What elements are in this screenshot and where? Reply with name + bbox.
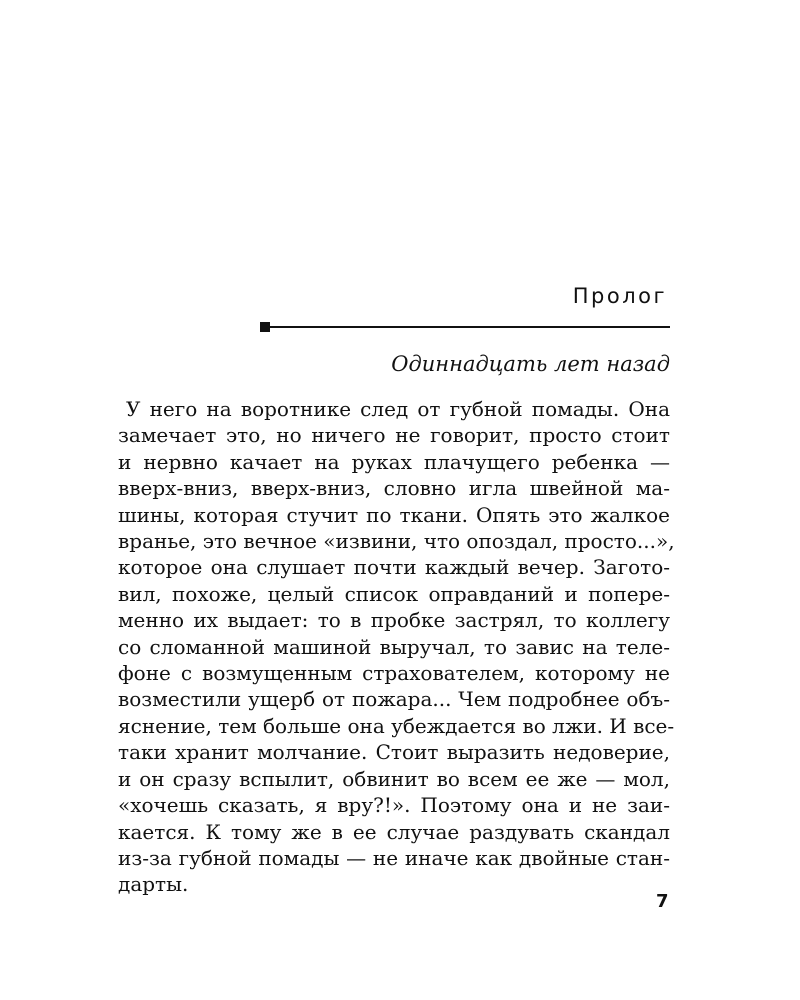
chapter-title: Пролог: [572, 284, 667, 308]
rule-line: [270, 326, 670, 328]
text-line: со сломанной машиной выручал, то завис на теле-: [118, 634, 670, 659]
text-line: У него на воротнике след от губной помады. Она: [126, 397, 670, 421]
text-line: и он сразу вспылит, обвинит во всем ее же — мол,: [118, 766, 670, 791]
text-line: «хочешь сказать, я вру?!». Поэтому она и не заи-: [118, 793, 670, 818]
text-line: которое она слушает почти каждый вечер. Загото-: [118, 555, 670, 580]
text-line: дарты.: [118, 872, 189, 897]
text-line: возместили ущерб от пожара... Чем подробнее объ-: [118, 687, 670, 712]
text-line: замечает это, но ничего не говорит, просто стоит: [118, 423, 670, 448]
rule-square-ornament: [260, 322, 270, 332]
text-line: шины, которая стучит по ткани. Опять это жалкое: [118, 502, 670, 527]
text-line: вверх-вниз, вверх-вниз, словно игла швейной ма-: [118, 476, 670, 501]
chapter-epigraph: Одиннадцать лет назад: [391, 352, 670, 376]
text-line: фоне с возмущенным страхователем, которому не: [118, 661, 670, 686]
text-line: таки хранит молчание. Стоит выразить недоверие,: [118, 740, 670, 765]
text-line: яснение, тем больше она убеждается во лжи. И все-: [118, 713, 675, 738]
chapter-rule: [260, 322, 670, 332]
page-number: 7: [656, 891, 669, 912]
text-line: вил, похоже, целый список оправданий и попере-: [118, 581, 670, 606]
text-line: кается. К тому же в ее случае раздувать скандал: [118, 819, 670, 844]
body-paragraph: [118, 396, 675, 898]
text-line: и нервно качает на руках плачущего ребенка —: [118, 449, 670, 474]
text-line: из-за губной помады — не иначе как двойные стан-: [118, 845, 670, 870]
text-line: вранье, это вечное «извини, что опоздал, просто...»,: [118, 529, 675, 554]
text-line: менно их выдает: то в пробке застрял, то коллегу: [118, 608, 670, 633]
